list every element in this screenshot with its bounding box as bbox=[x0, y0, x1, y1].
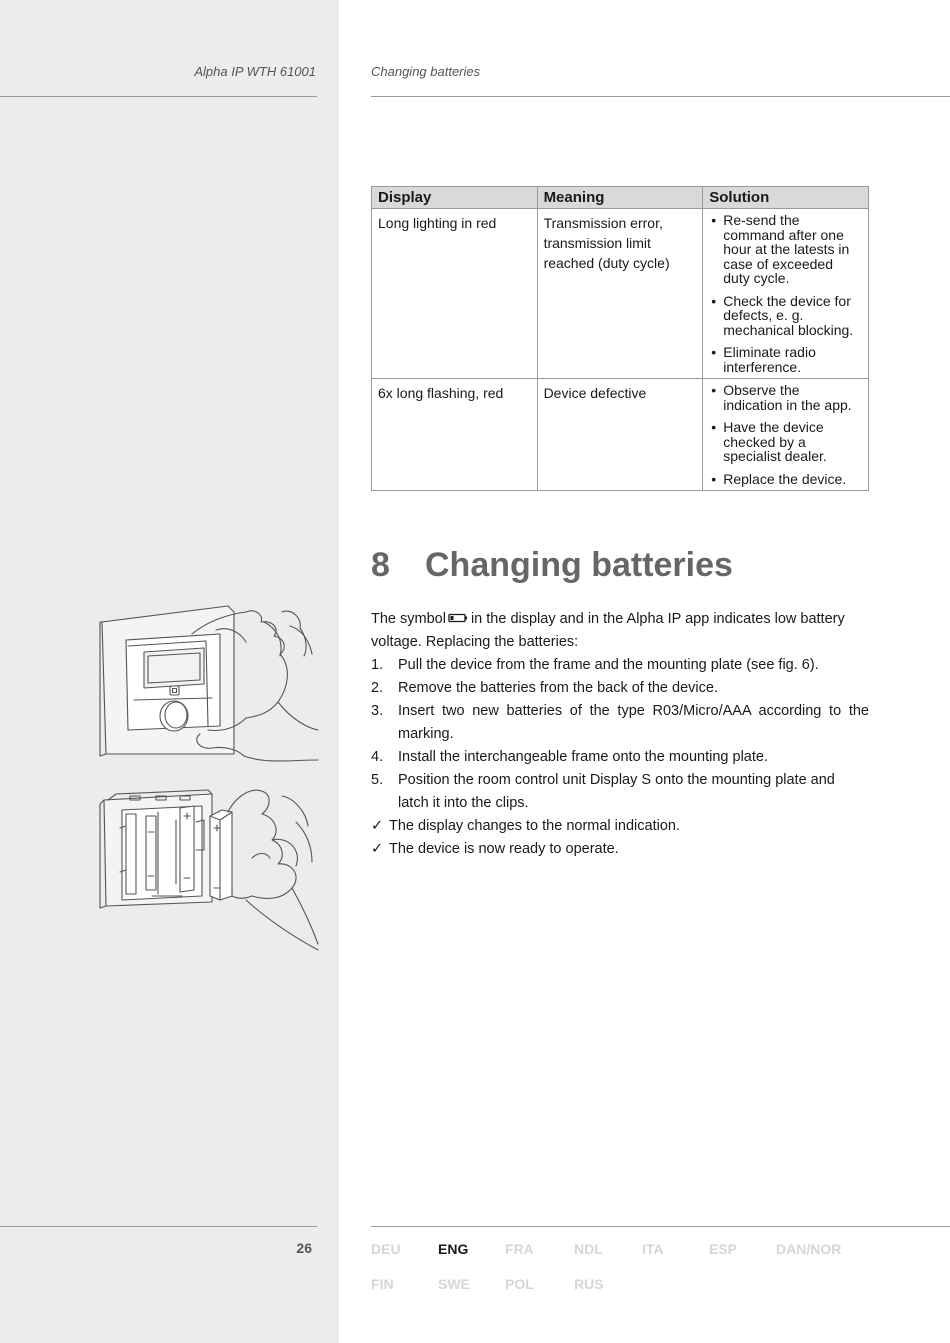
result-item bbox=[371, 838, 869, 861]
language-link-esp[interactable]: ESP bbox=[709, 1241, 738, 1257]
solution-item: • Observe the indication in the app. bbox=[709, 383, 862, 412]
intro-text-end: in the display and in the Alpha IP app indicates low battery voltage. Replacing the batteries: bbox=[371, 611, 845, 650]
solution-cell bbox=[703, 379, 869, 491]
table-header-row bbox=[372, 187, 869, 209]
step-item bbox=[371, 700, 869, 746]
meaning-cell: Device defective bbox=[537, 379, 703, 491]
checkmark-icon: ✓ bbox=[371, 841, 384, 857]
battery-replacement-illustration bbox=[96, 600, 321, 955]
step-text: Insert two new batteries of the type R03/Micro/AAA according to the marking. bbox=[398, 703, 869, 742]
solution-item: • Re-send the command after one hour at the latests in case of exceeded duty cycle. bbox=[709, 213, 862, 286]
language-link-fra[interactable]: FRA bbox=[505, 1241, 534, 1257]
table-row bbox=[372, 209, 869, 379]
header-divider-left bbox=[0, 96, 317, 97]
page-number: 26 bbox=[296, 1240, 312, 1256]
step-item bbox=[371, 654, 869, 677]
step-number: 3. bbox=[371, 703, 384, 719]
language-link-fin[interactable]: FIN bbox=[371, 1276, 394, 1292]
step-number: 4. bbox=[371, 749, 384, 765]
header-divider-right bbox=[371, 96, 950, 97]
language-link-pol[interactable]: POL bbox=[505, 1276, 534, 1292]
result-text: The device is now ready to operate. bbox=[389, 841, 619, 857]
step-number: 1. bbox=[371, 657, 384, 673]
language-link-dannor[interactable]: DAN/NOR bbox=[776, 1241, 842, 1257]
display-cell: Long lighting in red bbox=[372, 209, 538, 379]
table-header-cell: Display bbox=[372, 187, 538, 209]
error-codes-table bbox=[371, 186, 869, 491]
language-link-ndl[interactable]: NDL bbox=[574, 1241, 603, 1257]
step-text: Remove the batteries from the back of the device. bbox=[398, 680, 718, 696]
steps-list bbox=[371, 654, 869, 815]
solution-cell bbox=[703, 209, 869, 379]
checkmark-icon: ✓ bbox=[371, 818, 384, 834]
solution-item: • Eliminate radio interference. bbox=[709, 345, 862, 374]
table-header-cell: Solution bbox=[703, 187, 869, 209]
solution-item: • Check the device for defects, e. g. mechanical blocking. bbox=[709, 294, 862, 338]
section-heading bbox=[371, 546, 733, 585]
language-link-swe[interactable]: SWE bbox=[438, 1276, 470, 1292]
table-header-cell: Meaning bbox=[537, 187, 703, 209]
instructions-body bbox=[371, 608, 869, 861]
step-item bbox=[371, 769, 869, 815]
language-link-eng[interactable]: ENG bbox=[438, 1241, 469, 1257]
result-item bbox=[371, 815, 869, 838]
step-text: Position the room control unit Display S onto the mounting plate and latch it into the clips. bbox=[398, 772, 835, 811]
table-row bbox=[372, 379, 869, 491]
document-title: Alpha IP WTH 61001 bbox=[194, 64, 316, 79]
meaning-cell: Transmission error, transmission limit reached (duty cycle) bbox=[537, 209, 703, 379]
step-text: Pull the device from the frame and the mounting plate (see fig. 6). bbox=[398, 657, 819, 673]
result-text: The display changes to the normal indication. bbox=[389, 818, 680, 834]
section-title: Changing batteries bbox=[425, 546, 733, 584]
solution-item: • Replace the device. bbox=[709, 472, 862, 487]
step-text: Install the interchangeable frame onto the mounting plate. bbox=[398, 749, 768, 765]
chapter-title: Changing batteries bbox=[371, 64, 481, 79]
language-link-ita[interactable]: ITA bbox=[642, 1241, 664, 1257]
footer-divider-right bbox=[371, 1226, 950, 1227]
intro-paragraph bbox=[371, 608, 869, 654]
low-battery-icon bbox=[448, 613, 468, 623]
footer-divider-left bbox=[0, 1226, 317, 1227]
step-number: 2. bbox=[371, 680, 384, 696]
intro-text-start: The symbol bbox=[371, 611, 446, 627]
step-item bbox=[371, 746, 869, 769]
language-link-rus[interactable]: RUS bbox=[574, 1276, 604, 1292]
section-number: 8 bbox=[371, 546, 390, 584]
solution-item: • Have the device checked by a specialist dealer. bbox=[709, 420, 862, 464]
step-item bbox=[371, 677, 869, 700]
step-number: 5. bbox=[371, 772, 384, 788]
display-cell: 6x long flashing, red bbox=[372, 379, 538, 491]
language-link-deu[interactable]: DEU bbox=[371, 1241, 401, 1257]
